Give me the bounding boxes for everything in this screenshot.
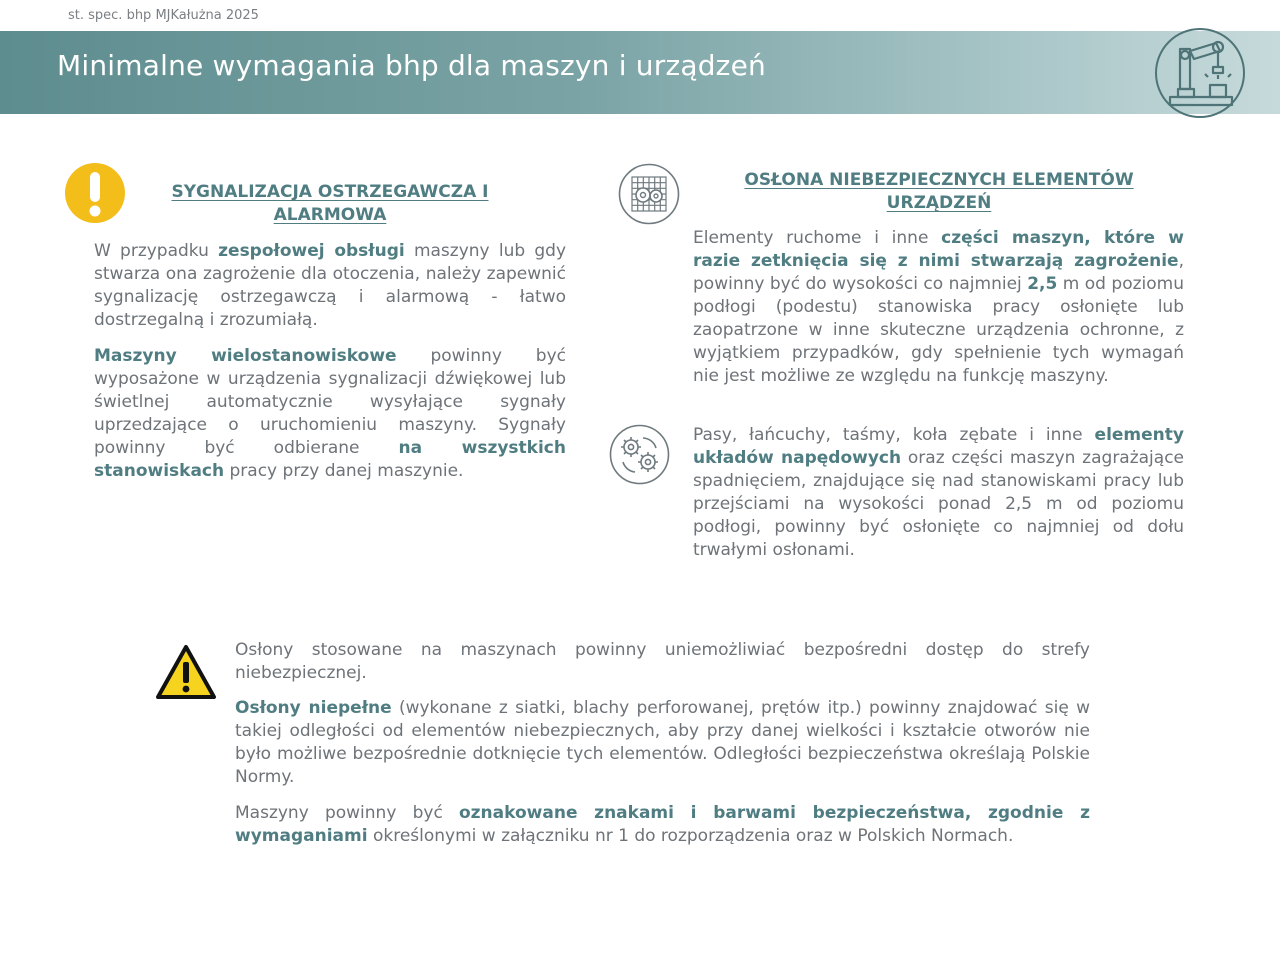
body-text: Pasy, łańcuchy, taśmy, koła zębate i inne [693,425,1095,445]
body-text: pracy przy danej maszynie. [224,461,464,481]
warning-triangle-icon [155,644,217,700]
emphasis-text: zespołowej obsługi [218,241,405,261]
body-text: Osłony stosowane na maszynach powinny uniemożliwiać bezpośredni dostęp do strefy niebezpiecznej. [235,640,1090,683]
body-text: Maszyny powinny być [235,803,459,823]
page-title: Minimalne wymagania bhp dla maszyn i urządzeń [57,49,766,82]
paragraph-drive-elements [693,424,1184,562]
body-text: W przypadku [94,241,219,261]
body-text: oraz części maszyn zagrażające spadnięciem, znajdujące się nad stanowiskami pracy lub przejściami na wysokości ponad 2,5 m od poziomu podłogi, powinny być osłonięte co najmniej od dołu trwałymi osłonami. [693,448,1185,560]
emphasis-text: Osłony niepełne [235,698,392,718]
section-heading-signaling: SYGNALIZACJA OSTRZEGAWCZA I ALARMOWA [171,182,489,225]
paragraph-team-operation [94,240,566,332]
emphasis-text: elementy układów napędowych [693,425,1184,468]
emphasis-text: części maszyn, które w razie zetknięcia się z nimi stwarzają zagrożenie [693,228,1184,271]
title-banner [0,31,1280,114]
section-heading-guards: OSŁONA NIEBEZPIECZNYCH ELEMENTÓW URZĄDZEŃ [744,170,1134,213]
emphasis-text: Maszyny wielostanowiskowe [94,346,397,366]
body-text: m od poziomu podłogi (podestu) stanowiska pracy osłonięte lub zaopatrzone w inne skuteczne urządzenia ochronne, z wyjątkiem przypadków, gdy spełnienie tych wymagań nie jest możliwe ze względu na funkcję maszyny. [693,274,1184,386]
grid-gears-icon [618,163,680,225]
body-text: Elementy ruchome i inne [693,228,942,248]
body-text: , powinny być do wysokości co najmniej [693,251,1184,294]
paragraph-incomplete-guards [235,697,1090,789]
paragraph-multistation-machines [94,345,566,483]
paragraph-guards-access [235,639,1090,685]
body-text: określonymi w załączniku nr 1 do rozporządzenia oraz w Polskich Normach. [367,826,1014,846]
emphasis-text: na wszystkich stanowiskach [94,438,566,481]
emphasis-text: oznakowane znakami i barwami bezpieczeństwa, zgodnie z wymaganiami [235,803,1090,846]
paragraph-moving-parts [693,227,1184,388]
body-text: (wykonane z siatki, blachy perforowanej, prętów itp.) powinny znajdować się w takiej odległości od elementów niebezpiecznych, aby przy danej wielkości i kształcie otworów nie było możliwe bezpośrednie dotknięcie tych elementów. Odległości bezpieczeństwa określają Polskie Normy. [235,698,1091,787]
paragraph-safety-marking [235,802,1090,848]
emphasis-text: 2,5 [1027,274,1058,294]
body-text: powinny być wyposażone w urządzenia sygnalizacji dźwiękowej lub świetlnej automatycznie wysyłające sygnały uprzedzające o uruchomieniu maszyny. Sygnały powinny być odbierane [94,346,566,458]
robot-arm-icon [1150,27,1250,119]
gears-icon [609,424,670,485]
exclamation-icon [64,162,126,224]
author-credit: st. spec. bhp MJKałużna 2025 [68,8,259,23]
body-text: maszyny lub gdy stwarza ona zagrożenie dla otoczenia, należy zapewnić sygnalizację ostrzegawczą i alarmową - łatwo dostrzegalną i zrozumiałą. [94,241,567,330]
